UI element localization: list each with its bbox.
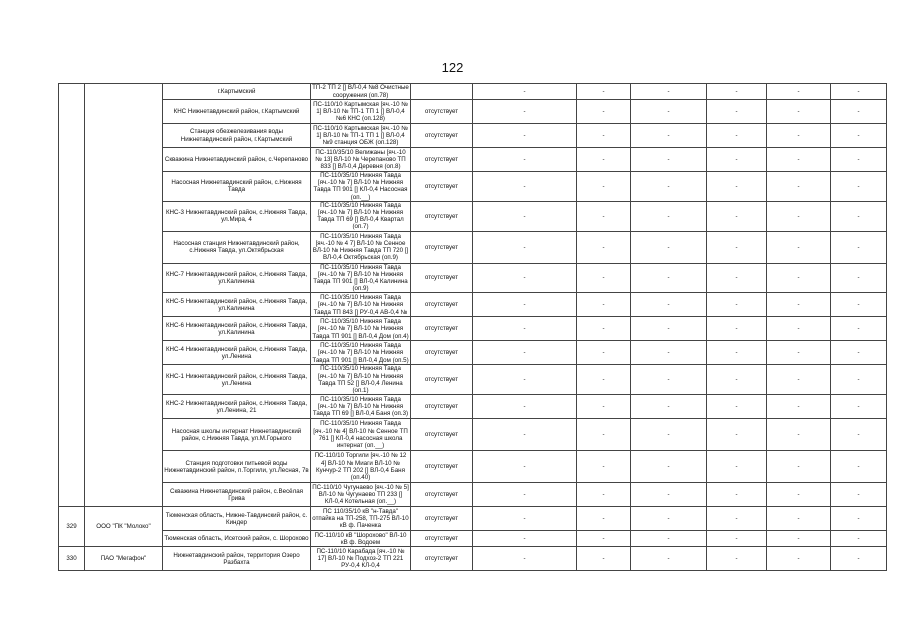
empty-value-cell: - bbox=[767, 317, 831, 341]
empty-value-cell: - bbox=[631, 341, 707, 365]
status-cell: отсутствует bbox=[411, 365, 473, 395]
table-row bbox=[59, 201, 887, 231]
empty-value-cell: - bbox=[767, 201, 831, 231]
empty-value-cell: - bbox=[577, 84, 631, 100]
status-cell: отсутствует bbox=[411, 263, 473, 293]
empty-value-cell: - bbox=[707, 231, 767, 263]
table-row bbox=[59, 124, 887, 148]
empty-value-cell: - bbox=[631, 395, 707, 419]
empty-value-cell: - bbox=[831, 547, 887, 571]
status-cell: отсутствует bbox=[411, 231, 473, 263]
object-cell: КНС-1 Нижнетавдинский район, с.Нижняя Тавда, ул.Ленина bbox=[163, 365, 311, 395]
empty-value-cell: - bbox=[767, 365, 831, 395]
line-cell: ПС-110/35/10 Нижняя Тавда [яч.-10 № 7] ВЛ-10 № Нижняя Тавда ТП 901 [] ВЛ-0,4 Дом (оп.5) bbox=[312, 342, 409, 364]
empty-value-cell: - bbox=[767, 148, 831, 172]
object-cell: КНС-4 Нижнетавдинский район, с.Нижняя Тавда, ул.Ленина bbox=[163, 341, 311, 365]
empty-value-cell: - bbox=[767, 483, 831, 507]
empty-value-cell: - bbox=[707, 451, 767, 483]
status-cell: отсутствует bbox=[411, 148, 473, 172]
line-cell: ПС-110/35/10 Нижняя Тавда [яч.-10 № 7] ВЛ-10 № Нижняя Тавда ТП 901 [] ВЛ-0,4 Дом (оп.4) bbox=[312, 318, 409, 340]
line-cell: ПС-110/10 Картымская [яч.-10 № 1] ВЛ-10 № ТП-1 ТП 1 [] ВЛ-0,4 №9 станция ОБЖ (оп.128) bbox=[311, 124, 411, 148]
empty-value-cell: - bbox=[473, 317, 577, 341]
empty-value-cell: - bbox=[707, 293, 767, 317]
row-number-cell bbox=[59, 84, 85, 507]
line-cell: ПС-110/35/10 Нижняя Тавда [яч.-10 № 7] ВЛ-10 № Нижняя Тавда ТП 69 [] ВЛ-0,4 Квартал (оп.7) bbox=[311, 201, 411, 231]
empty-value-cell: - bbox=[631, 231, 707, 263]
object-cell: КНС Нижнетавдинский район, г.Картымский bbox=[163, 100, 311, 124]
empty-value-cell: - bbox=[577, 100, 631, 124]
empty-value-cell: - bbox=[831, 263, 887, 293]
status-cell: отсутствует bbox=[411, 317, 473, 341]
table-row bbox=[59, 419, 887, 451]
line-cell: ПС 110/35/10 кВ "н-Тавда" отпайка на ТП-258, ТП-275 ВЛ-10 кВ ф. Паченка bbox=[312, 507, 409, 530]
table-row bbox=[59, 451, 887, 483]
empty-value-cell: - bbox=[767, 100, 831, 124]
table-row bbox=[59, 547, 887, 571]
empty-value-cell: - bbox=[707, 483, 767, 507]
empty-value-cell: - bbox=[707, 148, 767, 172]
line-cell: ПС-110/10 кВ "Шорохово" ВЛ-10 кВ ф. Водоем bbox=[311, 531, 411, 547]
status-cell: отсутствует bbox=[411, 531, 473, 547]
empty-value-cell: - bbox=[577, 263, 631, 293]
page-number: 122 bbox=[441, 60, 464, 75]
object-cell: Насосная Нижнетавдинский район, с.Нижняя Тавда bbox=[163, 172, 311, 202]
empty-value-cell: - bbox=[831, 124, 887, 148]
empty-value-cell: - bbox=[707, 124, 767, 148]
empty-value-cell: - bbox=[473, 419, 577, 451]
empty-value-cell: - bbox=[631, 547, 707, 571]
line-cell: ПС-110/10 Карабада [яч.-10 № 17] ВЛ-10 № Подхоз-2 ТП 221 РУ-0,4 КЛ-0,4 bbox=[311, 547, 411, 571]
empty-value-cell: - bbox=[831, 148, 887, 172]
empty-value-cell: - bbox=[473, 172, 577, 202]
empty-value-cell: - bbox=[473, 531, 577, 547]
line-cell: ПС-110/10 Картымская [яч.-10 № 1] ВЛ-10 № ТП-1 ТП 1 [] ВЛ-0,4 №6 КНС (оп.128) bbox=[311, 100, 411, 124]
empty-value-cell: - bbox=[767, 231, 831, 263]
line-cell: ПС-110/35/10 Нижняя Тавда [яч.-10 № 7] ВЛ-10 № Нижняя Тавда ТП 69 [] ВЛ-0,4 Баня (оп.3) bbox=[311, 395, 411, 419]
empty-value-cell: - bbox=[577, 395, 631, 419]
empty-value-cell: - bbox=[631, 124, 707, 148]
object-cell: Насосная школы интернат Нижнетавдинский район, с.Нижняя Тавда, ул.М.Горького bbox=[163, 419, 311, 451]
status-cell: отсутствует bbox=[411, 395, 473, 419]
object-cell: КНС-6 Нижнетавдинский район, с.Нижняя Тавда, ул.Калинина bbox=[163, 317, 311, 341]
object-cell: Тюменская область, Нижне-Тавдинский район, с. Киндер bbox=[163, 507, 311, 531]
empty-value-cell: - bbox=[577, 531, 631, 547]
line-cell: ПС-110/35/10 Нижняя Тавда [яч.-10 № 7] ВЛ-10 № Нижняя Тавда ТП 843 [] РУ-0,4 АВ-0,4 № bbox=[311, 293, 411, 317]
empty-value-cell: - bbox=[831, 531, 887, 547]
empty-value-cell: - bbox=[473, 124, 577, 148]
organization-cell: ООО "ПК "Молоко" bbox=[85, 507, 163, 547]
row-number-cell: 330 bbox=[59, 547, 85, 571]
empty-value-cell: - bbox=[767, 263, 831, 293]
empty-value-cell: - bbox=[831, 100, 887, 124]
empty-value-cell: - bbox=[831, 483, 887, 507]
table-row bbox=[59, 293, 887, 317]
empty-value-cell: - bbox=[473, 100, 577, 124]
empty-value-cell: - bbox=[473, 201, 577, 231]
object-cell: Станция подготовки питьевой воды Нижнетавдинский район, п.Торгили, ул.Лесная, 7в bbox=[163, 451, 311, 483]
empty-value-cell: - bbox=[631, 100, 707, 124]
empty-value-cell: - bbox=[631, 293, 707, 317]
empty-value-cell: - bbox=[707, 263, 767, 293]
empty-value-cell: - bbox=[577, 341, 631, 365]
empty-value-cell: - bbox=[831, 451, 887, 483]
empty-value-cell: - bbox=[473, 451, 577, 483]
empty-value-cell: - bbox=[577, 231, 631, 263]
empty-value-cell: - bbox=[631, 365, 707, 395]
empty-value-cell: - bbox=[831, 201, 887, 231]
empty-value-cell: - bbox=[631, 201, 707, 231]
empty-value-cell: - bbox=[631, 317, 707, 341]
empty-value-cell: - bbox=[473, 341, 577, 365]
table-row bbox=[59, 231, 887, 263]
organization-cell: ПАО "Мегафон" bbox=[85, 547, 163, 571]
empty-value-cell: - bbox=[767, 341, 831, 365]
empty-value-cell: - bbox=[707, 419, 767, 451]
empty-value-cell: - bbox=[473, 365, 577, 395]
empty-value-cell: - bbox=[577, 293, 631, 317]
status-cell: отсутствует bbox=[411, 507, 473, 531]
object-cell: КНС-2 Нижнетавдинский район, с.Нижняя Тавда, ул.Ленина, 21 bbox=[163, 395, 311, 419]
table-row bbox=[59, 341, 887, 365]
row-number-cell: 329 bbox=[59, 507, 85, 547]
empty-value-cell: - bbox=[707, 172, 767, 202]
empty-value-cell: - bbox=[831, 231, 887, 263]
status-cell: отсутствует bbox=[411, 172, 473, 202]
empty-value-cell: - bbox=[831, 395, 887, 419]
empty-value-cell: - bbox=[831, 341, 887, 365]
empty-value-cell: - bbox=[767, 547, 831, 571]
status-cell: отсутствует bbox=[411, 419, 473, 451]
status-cell: отсутствует bbox=[411, 451, 473, 483]
empty-value-cell: - bbox=[577, 148, 631, 172]
empty-value-cell: - bbox=[767, 172, 831, 202]
empty-value-cell: - bbox=[707, 341, 767, 365]
empty-value-cell: - bbox=[707, 100, 767, 124]
object-cell: КНС-7 Нижнетавдинский район, с.Нижняя Тавда, ул.Калинина bbox=[163, 263, 311, 293]
empty-value-cell: - bbox=[631, 84, 707, 100]
empty-value-cell: - bbox=[707, 395, 767, 419]
line-cell: ПС-110/10 Чугунаево [яч.-10 № 5] ВЛ-10 № Чугунаево ТП 233 [] КЛ-0,4 Котельная (оп.__) bbox=[312, 483, 409, 506]
status-cell: отсутствует bbox=[411, 124, 473, 148]
empty-value-cell: - bbox=[577, 317, 631, 341]
line-cell: ТП-2 ТП 2 [] ВЛ-0,4 №8 Очистные сооружения (оп.78) bbox=[312, 84, 409, 99]
empty-value-cell: - bbox=[767, 395, 831, 419]
empty-value-cell: - bbox=[577, 507, 631, 531]
empty-value-cell: - bbox=[707, 201, 767, 231]
line-cell: ПС-110/35/10 Велижаны [яч.-10 № 13] ВЛ-10 № Черепаново ТП 833 [] ВЛ-0,4 Деревня (оп.8) bbox=[311, 148, 411, 172]
empty-value-cell: - bbox=[473, 231, 577, 263]
status-cell: отсутствует bbox=[411, 483, 473, 507]
empty-value-cell: - bbox=[473, 293, 577, 317]
empty-value-cell: - bbox=[767, 84, 831, 100]
empty-value-cell: - bbox=[707, 365, 767, 395]
empty-value-cell: - bbox=[831, 419, 887, 451]
table-row bbox=[59, 365, 887, 395]
empty-value-cell: - bbox=[631, 507, 707, 531]
empty-value-cell: - bbox=[631, 451, 707, 483]
empty-value-cell: - bbox=[767, 507, 831, 531]
table-body bbox=[59, 84, 887, 571]
object-cell: Насосная станция Нижнетавдинский район, с.Нижняя Тавда, ул.Октябрьская bbox=[163, 231, 311, 263]
object-cell: КНС-5 Нижнетавдинский район, с.Нижняя Тавда, ул.Калинина bbox=[163, 293, 311, 317]
empty-value-cell: - bbox=[631, 148, 707, 172]
empty-value-cell: - bbox=[473, 483, 577, 507]
status-cell: отсутствует bbox=[411, 293, 473, 317]
line-cell: ПС-110/35/10 Нижняя Тавда [яч.-10 № 7] ВЛ-10 № Нижняя Тавда ТП 52 [] ВЛ-0,4 Ленина (оп.1) bbox=[311, 365, 411, 395]
empty-value-cell: - bbox=[767, 419, 831, 451]
empty-value-cell: - bbox=[767, 451, 831, 483]
empty-value-cell: - bbox=[767, 293, 831, 317]
table-row bbox=[59, 531, 887, 547]
line-cell: ПС-110/35/10 Нижняя Тавда [яч.-10 № 4] ВЛ-10 № Сенное ТП 761 [] КЛ-0,4 насосная школа интернат (оп.__) bbox=[311, 419, 411, 451]
empty-value-cell: - bbox=[473, 507, 577, 531]
empty-value-cell: - bbox=[831, 84, 887, 100]
empty-value-cell: - bbox=[631, 263, 707, 293]
empty-value-cell: - bbox=[631, 172, 707, 202]
line-cell: ПС-110/35/10 Нижняя Тавда [яч.-10 № 4 7] ВЛ-10 № Сенное ВЛ-10 № Нижняя Тавда ТП 720 [] ВЛ-0,4 Октябрьская (оп.9) bbox=[311, 231, 411, 263]
empty-value-cell: - bbox=[767, 531, 831, 547]
empty-value-cell: - bbox=[577, 451, 631, 483]
object-cell: Нижнетавдинский район, территория Озеро Разбахта bbox=[163, 547, 311, 571]
organization-cell bbox=[85, 84, 163, 507]
status-cell bbox=[411, 84, 473, 100]
table-row bbox=[59, 507, 887, 531]
empty-value-cell: - bbox=[473, 395, 577, 419]
status-cell: отсутствует bbox=[411, 341, 473, 365]
table-row bbox=[59, 395, 887, 419]
object-cell: Тюменская область, Исетский район, с. Шорохово bbox=[163, 531, 311, 547]
empty-value-cell: - bbox=[577, 483, 631, 507]
empty-value-cell: - bbox=[473, 84, 577, 100]
empty-value-cell: - bbox=[473, 148, 577, 172]
object-cell: г.Картымский bbox=[163, 84, 311, 100]
empty-value-cell: - bbox=[707, 84, 767, 100]
empty-value-cell: - bbox=[577, 547, 631, 571]
empty-value-cell: - bbox=[577, 124, 631, 148]
empty-value-cell: - bbox=[577, 172, 631, 202]
empty-value-cell: - bbox=[831, 293, 887, 317]
empty-value-cell: - bbox=[577, 201, 631, 231]
connection-table bbox=[58, 83, 887, 571]
empty-value-cell: - bbox=[631, 531, 707, 547]
empty-value-cell: - bbox=[631, 483, 707, 507]
empty-value-cell: - bbox=[707, 507, 767, 531]
table-row bbox=[59, 317, 887, 341]
empty-value-cell: - bbox=[707, 547, 767, 571]
empty-value-cell: - bbox=[473, 547, 577, 571]
empty-value-cell: - bbox=[707, 317, 767, 341]
object-cell: КНС-3 Нижнетавдинский район, с.Нижняя Тавда, ул.Мира, 4 bbox=[163, 201, 311, 231]
status-cell: отсутствует bbox=[411, 547, 473, 571]
empty-value-cell: - bbox=[831, 507, 887, 531]
table-row bbox=[59, 100, 887, 124]
empty-value-cell: - bbox=[831, 365, 887, 395]
object-cell: Скважина Нижнетавдинский район, с.Черепаново bbox=[163, 148, 311, 172]
empty-value-cell: - bbox=[577, 419, 631, 451]
status-cell: отсутствует bbox=[411, 201, 473, 231]
empty-value-cell: - bbox=[831, 172, 887, 202]
empty-value-cell: - bbox=[631, 419, 707, 451]
line-cell: ПС-110/10 Торгили [яч.-10 № 12 4] ВЛ-10 № Миаги ВЛ-10 № Кунчур-2 ТП 202 [] ВЛ-0,4 Баня (оп.40) bbox=[311, 451, 411, 483]
empty-value-cell: - bbox=[473, 263, 577, 293]
object-cell: Станция обезжелезивания воды Нижнетавдинский район, г.Картымский bbox=[163, 124, 311, 148]
table-row bbox=[59, 172, 887, 202]
table-row bbox=[59, 148, 887, 172]
empty-value-cell: - bbox=[831, 317, 887, 341]
table-row bbox=[59, 263, 887, 293]
empty-value-cell: - bbox=[767, 124, 831, 148]
object-cell: Скважина Нижнетавдинский район, с.Весёлая Грива bbox=[163, 483, 311, 507]
line-cell: ПС-110/35/10 Нижняя Тавда [яч.-10 № 7] ВЛ-10 № Нижняя Тавда ТП 901 [] ВЛ-0,4 Калинина (оп.9) bbox=[311, 263, 411, 293]
status-cell: отсутствует bbox=[411, 100, 473, 124]
table-row bbox=[59, 84, 887, 100]
line-cell: ПС-110/35/10 Нижняя Тавда [яч.-10 № 7] ВЛ-10 № Нижняя Тавда ТП 901 [] КЛ-0,4 Насосная (оп.__) bbox=[311, 172, 411, 202]
table-row bbox=[59, 483, 887, 507]
empty-value-cell: - bbox=[577, 365, 631, 395]
empty-value-cell: - bbox=[707, 531, 767, 547]
